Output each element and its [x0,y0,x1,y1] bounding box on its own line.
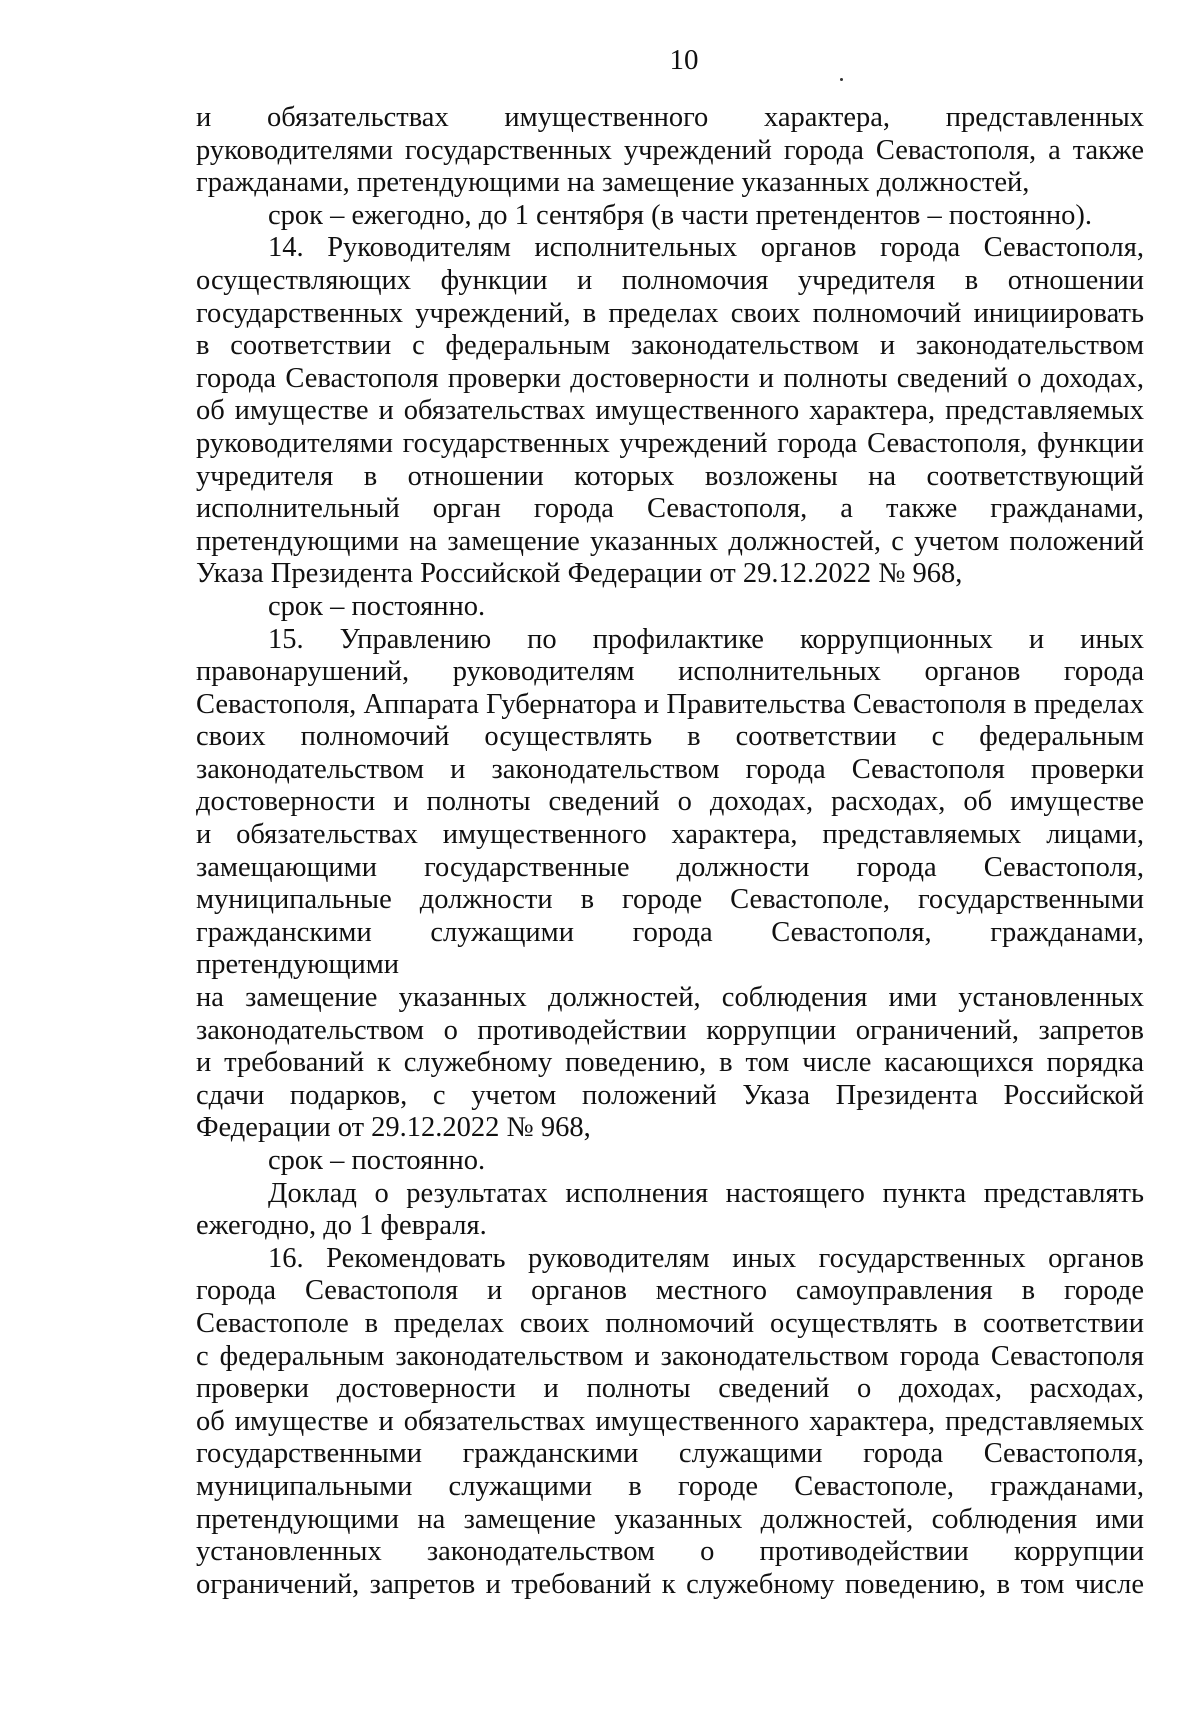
page-number: 10 [669,44,699,76]
paragraph-item-15-line: Федерации от 29.12.2022 № 968, [196,1112,591,1144]
paragraph-item-14-line: государственных учреждений, в пределах своих полномочий инициировать [196,297,1144,329]
paragraph-continuation-line: гражданами, претендующими на замещение указанных должностей, [196,167,1030,199]
paragraph-item-15-line: Севастополя, Аппарата Губернатора и Правительства Севастополя в пределах [196,688,1144,720]
paragraph-item-14-line: Указа Президента Российской Федерации от 29.12.2022 № 968, [196,558,963,590]
paragraph-item-15-line: сдачи подарков, с учетом положений Указа Президента Российской [196,1079,1144,1111]
paragraph-item-16-line: об имуществе и обязательствах имущественного характера, представляемых [196,1405,1144,1437]
paragraph-item-15-line: и обязательствах имущественного характера, представляемых лицами, [196,819,1144,851]
paragraph-report-15-line: ежегодно, до 1 февраля. [196,1210,487,1242]
paragraph-item-14-line: руководителями государственных учреждений города Севастополя, функции [196,427,1144,459]
paragraph-item-16-line: города Севастополя и органов местного самоуправления в городе [196,1275,1144,1307]
paragraph-item-14-line: об имуществе и обязательствах имущественного характера, представляемых [196,395,1144,427]
paragraph-item-15-line: гражданскими служащими города Севастополя, гражданами, претендующими [196,916,1144,981]
paragraph-item-16-line: государственными гражданскими служащими города Севастополя, [196,1438,1144,1470]
paragraph-report-15-line: Доклад о результатах исполнения настоящего пункта представлять [268,1177,1144,1209]
paragraph-item-16-line: 16. Рекомендовать руководителям иных государственных органов [268,1242,1144,1274]
paragraph-item-16-line: ограничений, запретов и требований к служебному поведению, в том числе [196,1568,1144,1600]
paragraph-item-16-line: с федеральным законодательством и законодательством города Севастополя [196,1340,1144,1372]
paragraph-deadline-13-line: срок – ежегодно, до 1 сентября (в части претендентов – постоянно). [268,199,1092,231]
paragraph-deadline-14-line: срок – постоянно. [268,590,486,622]
paragraph-item-14-line: исполнительный орган города Севастополя, а также гражданами, [196,493,1144,525]
paragraph-item-16-line: муниципальными служащими в городе Севастополе, гражданами, [196,1470,1144,1502]
paragraph-item-14-line: претендующими на замещение указанных должностей, с учетом положений [196,525,1144,557]
paragraph-item-15-line: законодательством о противодействии коррупции ограничений, запретов [196,1014,1144,1046]
paragraph-item-14-line: осуществляющих функции и полномочия учредителя в отношении [196,264,1144,296]
paragraph-item-16-line: Севастополе в пределах своих полномочий осуществлять в соответствии [196,1307,1144,1339]
paragraph-item-15-line: законодательством и законодательством города Севастополя проверки [196,753,1144,785]
paragraph-item-15-line: 15. Управлению по профилактике коррупционных и иных [268,623,1144,655]
paragraph-continuation-line: руководителями государственных учреждений города Севастополя, а также [196,134,1144,166]
paragraph-item-14-line: 14. Руководителям исполнительных органов города Севастополя, [268,232,1144,264]
paragraph-continuation-line: и обязательствах имущественного характера, представленных [196,102,1144,133]
paragraph-item-15-line: замещающими государственные должности города Севастополя, [196,851,1144,883]
paragraph-item-16-line: проверки достоверности и полноты сведений о доходах, расходах, [196,1373,1144,1405]
paragraph-item-15-line: достоверности и полноты сведений о доходах, расходах, об имуществе [196,786,1144,818]
paragraph-item-15-line: правонарушений, руководителям исполнительных органов города [196,656,1144,688]
paragraph-item-16-line: претендующими на замещение указанных должностей, соблюдения ими [196,1503,1144,1535]
document-body [196,102,1144,1601]
paragraph-item-16-line: установленных законодательством о противодействии коррупции [196,1536,1144,1568]
paragraph-item-15-line: муниципальные должности в городе Севастополе, государственными [196,884,1144,916]
paragraph-item-15-line: на замещение указанных должностей, соблюдения ими установленных [196,982,1144,1014]
paragraph-item-14-line: в соответствии с федеральным законодательством и законодательством [196,330,1144,362]
paragraph-item-15-line: и требований к служебному поведению, в том числе касающихся порядка [196,1047,1144,1079]
scan-artifact-dot [840,78,843,81]
paragraph-deadline-15-line: срок – постоянно. [268,1145,486,1176]
paragraph-item-15-line: своих полномочий осуществлять в соответствии с федеральным [196,721,1144,753]
paragraph-item-14-line: города Севастополя проверки достоверности и полноты сведений о доходах, [196,362,1144,394]
paragraph-item-14-line: учредителя в отношении которых возложены на соответствующий [196,460,1144,492]
